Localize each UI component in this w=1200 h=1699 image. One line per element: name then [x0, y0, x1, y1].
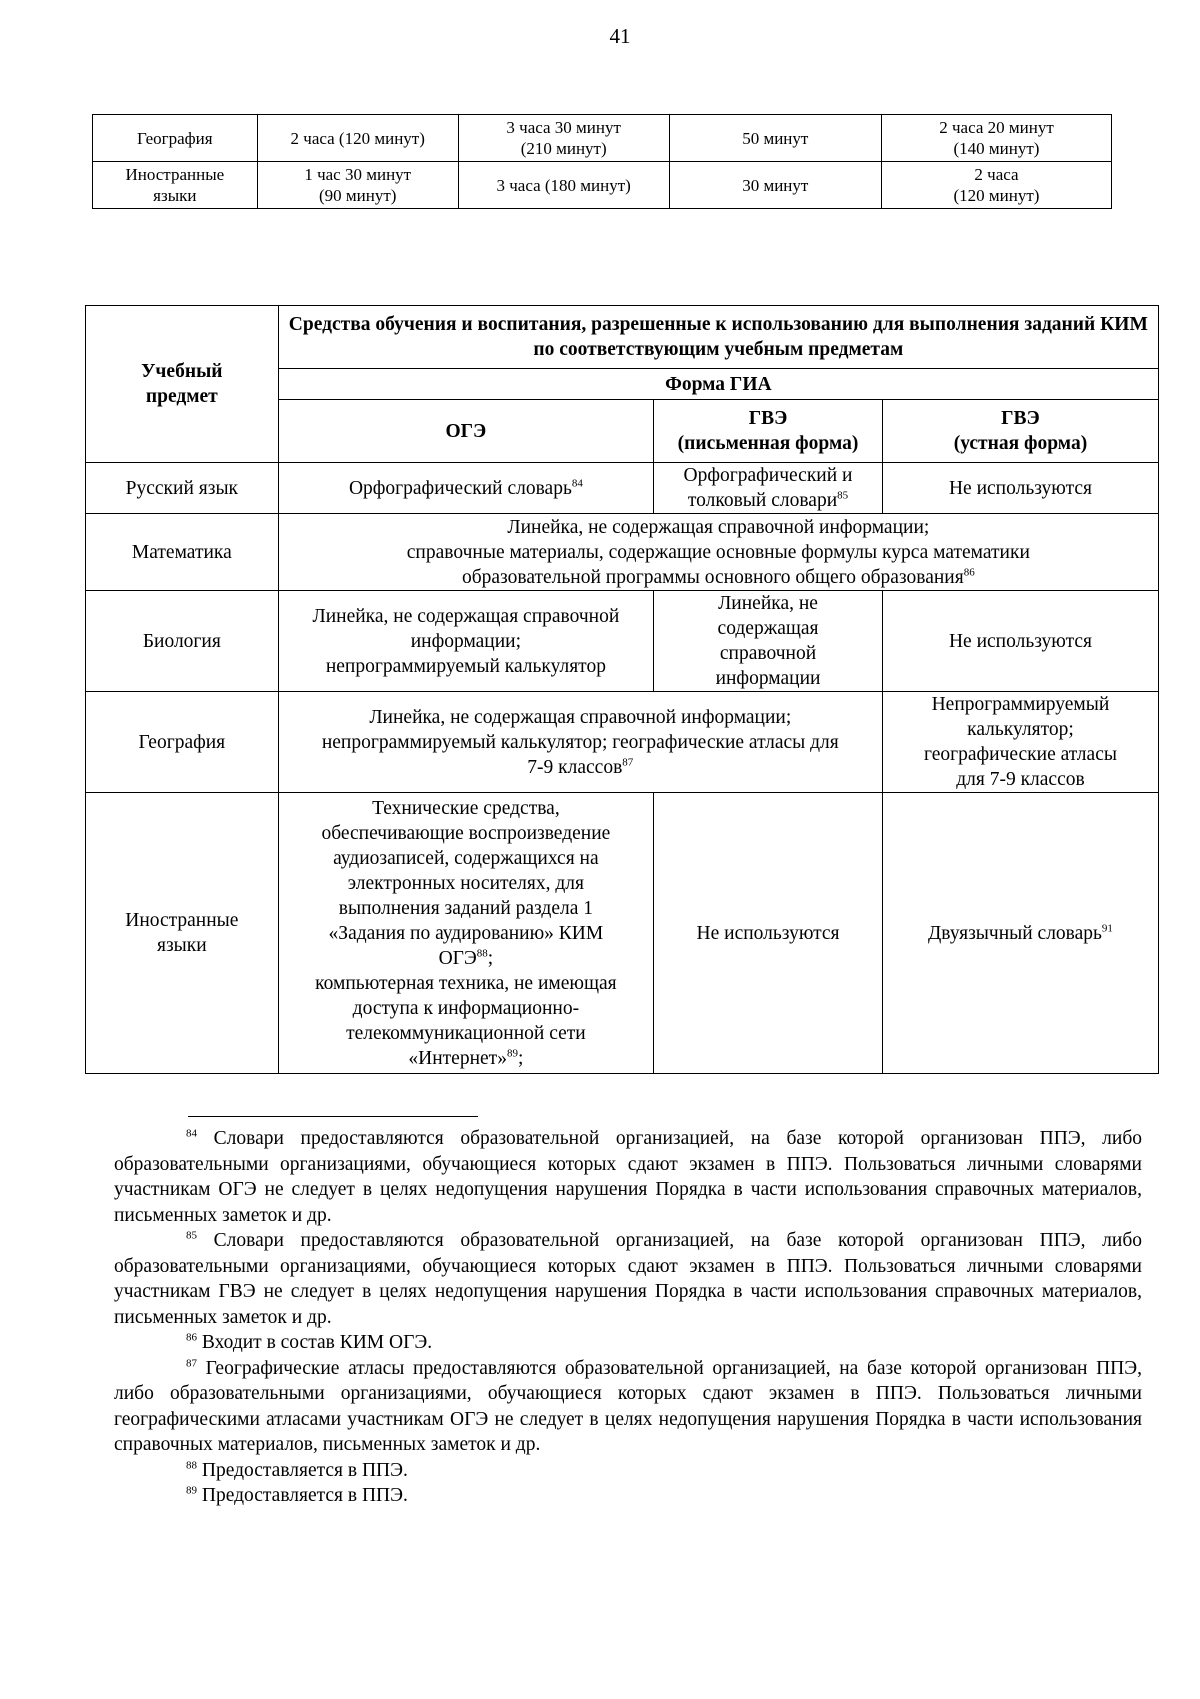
footnote-ref: 91	[1101, 922, 1113, 934]
table-row	[86, 793, 1159, 1074]
header-gve-oral: ГВЭ (устная форма)	[882, 400, 1158, 463]
table-cell: Иностранные языки	[93, 162, 258, 209]
footnote	[114, 1126, 1142, 1228]
table-cell: 2 часа (120 минут)	[257, 115, 458, 162]
header-means: Средства обучения и воспитания, разрешенные к использованию для выполнения заданий КИМ по соответствующим учебным предметам	[278, 306, 1158, 369]
table-cell	[278, 793, 653, 1074]
footnote-ref: 85	[837, 489, 849, 502]
table-cell: 50 минут	[669, 115, 881, 162]
page-number: 41	[609, 24, 631, 48]
table-row	[86, 692, 1159, 793]
table-cell	[278, 514, 1158, 591]
cell-text: Технические средства, обеспечивающие воспроизведение аудиозаписей, содержащихся на электронных носителях, для выполнения заданий раздела 1 «Задания по аудированию» КИМ ОГЭ	[321, 797, 611, 969]
table-cell	[278, 692, 882, 793]
footnote-text: Предоставляется в ППЭ.	[201, 1485, 408, 1506]
footnote-number: 89	[186, 1484, 197, 1497]
footnote-number: 87	[186, 1357, 197, 1369]
footnote-text: Географические атласы предоставляются образовательной организацией, на базе которой организован ППЭ, либо образовательными организациями, обучающиеся которых сдают экзамен в ППЭ. Пользоваться личными географическими атласами участникам ОГЭ не следует в целях недопущения нарушения Порядка в части использования справочных материалов, письменных заметок и др.	[114, 1357, 1142, 1455]
footnote	[114, 1228, 1142, 1330]
table-row	[86, 463, 1159, 514]
table-cell: Непрограммируемый калькулятор; географические атласы для 7-9 классов	[882, 692, 1158, 793]
cell-text: Линейка, не содержащая справочной информации; справочные материалы, содержащие основные формулы курса математики образовательной программы основного общего образования	[406, 516, 1030, 588]
table-cell	[278, 463, 653, 514]
table-cell: 1 час 30 минут (90 минут)	[257, 162, 458, 209]
header-gve-written: ГВЭ (письменная форма)	[654, 400, 883, 463]
subject-cell: Иностранные языки	[86, 793, 279, 1074]
footnote-number: 88	[186, 1459, 197, 1471]
table-cell: 30 минут	[669, 162, 881, 209]
table-row	[93, 115, 1112, 162]
footnote-ref: 89	[506, 1047, 518, 1059]
footnote-ref: 87	[622, 756, 634, 768]
footnote-ref: 88	[476, 947, 488, 959]
cell-text: ;	[517, 1047, 524, 1069]
table-row	[86, 514, 1159, 591]
footnote	[114, 1330, 1142, 1356]
footnote-text: Входит в состав КИМ ОГЭ.	[201, 1332, 433, 1353]
table-cell: 2 часа 20 минут (140 минут)	[882, 115, 1112, 162]
cell-text: Орфографический словарь	[348, 477, 572, 499]
table-cell: Линейка, не содержащая справочной информации; непрограммируемый калькулятор	[278, 591, 653, 692]
table-cell: Линейка, не содержащая справочной информации	[654, 591, 883, 692]
footnote	[114, 1458, 1142, 1484]
footnote-ref: 84	[571, 477, 583, 489]
table-cell	[882, 793, 1158, 1074]
table-cell: Не используются	[654, 793, 883, 1074]
header-form: Форма ГИА	[278, 369, 1158, 400]
footnote	[114, 1356, 1142, 1458]
footnote-text: Предоставляется в ППЭ.	[201, 1459, 408, 1481]
table-cell: 3 часа 30 минут (210 минут)	[458, 115, 669, 162]
cell-text: ;	[487, 947, 494, 969]
header-subject: Учебный предмет	[86, 306, 279, 463]
subject-cell: Математика	[86, 514, 279, 591]
footnotes	[114, 1126, 1142, 1509]
table-row	[93, 162, 1112, 209]
cell-text: Линейка, не содержащая справочной информации; непрограммируемый калькулятор; географические атласы для 7-9 классов	[321, 706, 839, 778]
footnote-ref: 86	[963, 566, 975, 578]
table-cell	[654, 463, 883, 514]
table-cell: Не используются	[882, 591, 1158, 692]
cell-text: Орфографический и толковый словари	[683, 465, 853, 511]
table-row	[86, 591, 1159, 692]
footnote-number: 86	[186, 1331, 197, 1344]
footnote-text: Словари предоставляются образовательной организацией, на базе которой организован ППЭ, либо образовательными организациями, обучающиеся которых сдают экзамен в ППЭ. Пользоваться личными словарями участникам ОГЭ не следует в целях недопущения нарушения Порядка в части использования справочных материалов, письменных заметок и др.	[114, 1128, 1143, 1226]
table-cell: Не используются	[882, 463, 1158, 514]
table-cell: 3 часа (180 минут)	[458, 162, 669, 209]
footnote-number: 84	[186, 1127, 197, 1140]
subject-cell: География	[86, 692, 279, 793]
table-cell: 2 часа (120 минут)	[882, 162, 1112, 209]
subject-cell: Биология	[86, 591, 279, 692]
table-cell: География	[93, 115, 258, 162]
subject-cell: Русский язык	[86, 463, 279, 514]
footnote-separator	[188, 1116, 478, 1117]
allowed-means-table	[85, 305, 1159, 1074]
footnote-number: 85	[186, 1229, 197, 1242]
cell-text: компьютерная техника, не имеющая доступа к информационно- телекоммуникационной сети «Интернет»	[315, 972, 617, 1069]
duration-table-continuation	[92, 114, 1112, 209]
footnote-text: Словари предоставляются образовательной организацией, на базе которой организован ППЭ, либо образовательными организациями, обучающиеся которых сдают экзамен в ППЭ. Пользоваться личными словарями участникам ГВЭ не следует в целях недопущения нарушения Порядка в части использования справочных материалов, письменных заметок и др.	[114, 1230, 1143, 1328]
footnote	[114, 1483, 1142, 1509]
table-header-row	[86, 306, 1159, 369]
header-oge: ОГЭ	[278, 400, 653, 463]
cell-text: Двуязычный словарь	[928, 922, 1102, 944]
